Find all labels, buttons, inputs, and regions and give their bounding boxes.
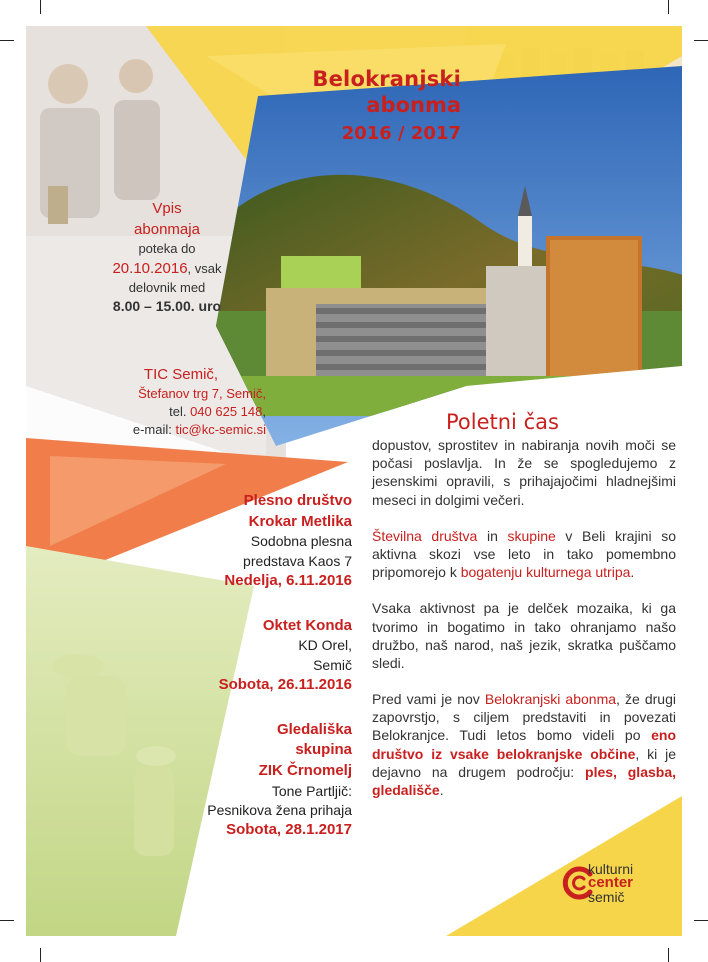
article-paragraph: Vsaka aktivnost pa je delček mozaika, ki ga tvorimo in bogatimo in tako ohranjamo našo družbo, naš narod, naš jezik, skratka puščamo sledi.	[372, 600, 676, 671]
logo-words	[588, 862, 633, 904]
crop-mark	[694, 40, 708, 41]
poster-title	[281, 66, 461, 145]
kulturni-center-logo	[562, 860, 672, 912]
paragraph-text: , ki je dejavno na drugem področju:	[372, 745, 676, 780]
paragraph-text: .	[630, 564, 635, 581]
highlight-text: eno društvo iz vsake belokranjske občine	[372, 727, 676, 762]
article-heading: Poletni čas	[446, 410, 559, 434]
event-item	[176, 720, 352, 841]
paragraph-text: Pred vami je nov	[372, 691, 485, 708]
event-name: skupina	[295, 741, 352, 759]
crop-mark	[668, 948, 669, 962]
contact-info	[66, 364, 266, 440]
event-item	[176, 616, 352, 696]
highlight-text: Belokranjski abonma	[484, 691, 617, 708]
crop-mark	[668, 0, 669, 14]
paragraph-text: , že drugi zapovrstjo, s ciljem predstaviti in povezati Belokranjce. Tudi letos bomo videli po	[372, 691, 676, 744]
event-item	[176, 491, 352, 592]
article-paragraph: dopustov, sprostitev in nabiranja novih moči se počasi poslavlja. In že se spogledujemo z jesenskimi opravili, s prihajajočimi hladnejšimi meseci in dolgimi večeri.	[372, 437, 676, 508]
logo-word3: semič	[588, 889, 625, 905]
logo-word1: kulturni	[588, 861, 634, 877]
event-date: Nedelja, 6.11.2016	[224, 572, 352, 589]
event-date: Sobota, 28.1.2017	[226, 821, 352, 839]
enrollment-hours: 8.00 – 15.00. uro	[112, 298, 222, 315]
crop-mark	[40, 0, 41, 14]
event-desc: Pesnikova žena prihaja	[207, 802, 352, 819]
paragraph-text: in	[477, 527, 508, 544]
contact-email[interactable]: tic@kc-semic.si	[175, 422, 266, 438]
highlight-text: ples, glasba, gledališče	[372, 763, 676, 798]
crop-mark	[694, 920, 708, 921]
enrollment-heading1: Vpis	[152, 200, 182, 217]
enrollment-date-suffix: , vsak	[187, 261, 222, 277]
event-desc: KD Orel,	[298, 637, 352, 654]
title-line2: abonma	[366, 93, 461, 118]
paragraph-text: .	[439, 782, 444, 798]
event-name: Gledališka	[276, 720, 352, 738]
crop-mark	[40, 948, 41, 962]
event-name: Plesno društvo	[243, 492, 352, 509]
contact-tel[interactable]: 040 625 148	[190, 404, 263, 420]
event-desc: Sodobna plesna	[250, 533, 352, 550]
event-desc: Semič	[313, 656, 352, 673]
enrollment-weekdays: delovnik med	[128, 280, 206, 296]
title-season: 2016 / 2017	[341, 122, 461, 144]
enrollment-date: 20.10.2016	[112, 260, 188, 278]
event-name: Oktet Konda	[262, 616, 352, 634]
crop-mark	[0, 40, 14, 41]
title-line1: Belokranjski	[312, 67, 461, 91]
article-paragraph	[372, 527, 676, 582]
event-desc: predstava Kaos 7	[243, 552, 352, 569]
contact-tel-suffix: ,	[262, 404, 266, 420]
event-date: Sobota, 26.11.2016	[218, 676, 352, 693]
crop-mark	[0, 920, 14, 921]
event-name: Krokar Metlika	[248, 512, 352, 530]
events-list	[176, 491, 352, 841]
highlight-text: Številna društva	[372, 527, 478, 544]
highlight-text: bogatenju kulturnega utripa	[460, 564, 631, 581]
enrollment-info	[72, 198, 262, 317]
enrollment-heading2: abonmaja	[134, 221, 200, 238]
contact-email-label: e-mail:	[132, 422, 172, 438]
contact-name: TIC Semič,	[143, 366, 219, 383]
paragraph-text: v Beli krajini so aktivna skozi vse leto in tako pomembno pripomorejo k	[372, 527, 676, 581]
logo-word2: center	[588, 874, 634, 891]
poster	[26, 26, 682, 936]
contact-tel-label: tel.	[169, 404, 187, 420]
highlight-text: skupine	[507, 527, 556, 544]
article-body	[372, 436, 676, 817]
event-name: ZIK Črnomelj	[258, 762, 352, 780]
article-paragraph	[372, 690, 676, 799]
event-desc: Tone Partljič:	[271, 782, 352, 799]
enrollment-until: poteka do	[138, 241, 196, 256]
contact-address: Štefanov trg 7, Semič,	[138, 386, 266, 401]
